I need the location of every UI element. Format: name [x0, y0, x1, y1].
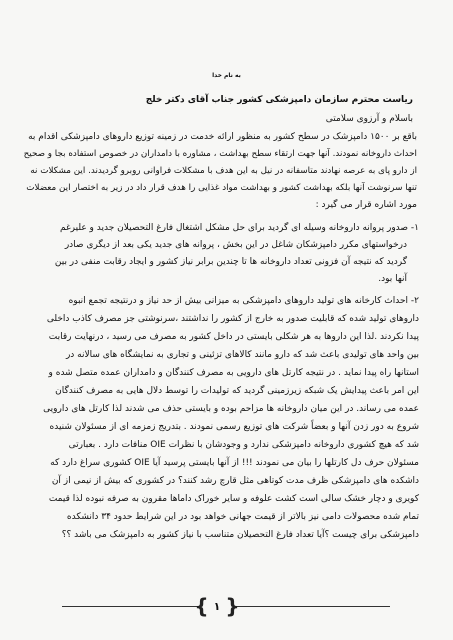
item2-line: دامپزشکی برای چیست ؟آیا تعداد فارغ التحصیلان متناسب با نیاز کشور به دامپزشک می باشد ؟؟ [61, 530, 419, 540]
item2-line: ۲- احداث کارخانه های تولید داروهای دامپزشکی به میزانی بیش از حد نیاز و درنتیجه تجمع انبوه [68, 296, 419, 306]
item2-line: مسئولان حرف دل کارتلها را بیان می نمودند !!! از آنها بایستی پرسید آیا OIE کشوری سراغ دارد که [50, 458, 419, 468]
item1-line: ۱- صدور پروانه داروخانه وسیله ای گردید برای حل مشکل اشتغال فارغ التحصیلان جدید و علیرغم [59, 223, 419, 233]
item2-line: عمده می رساند. در این میان داروخانه ها مزاحم بوده و بایستی حذف می شدند لذا کارتل های دارویی [43, 404, 419, 414]
intro-line: احداث داروخانه نمودند. آنها جهت ارتقاء سطح بهداشت ، مشاوره با دامداران در خصوص استفاده بجا و صحیح [23, 149, 417, 159]
item2-line: تمام شده محصولات دامی نیز بالاتر از قیمت جهانی خواهد بود در این شرایط حدود ۳۴ دانشکده [66, 512, 419, 522]
right-brace-icon: } [225, 594, 240, 618]
item2-line: استانها راه پیدا نماید . در نتیجه کارتل های دارویی به مصرف کنندگان و دامداران عمده متصل شده و [48, 368, 419, 378]
left-brace-icon: { [194, 594, 209, 618]
item1-line: درخواستهای مکرر دامپزشکان شاغل در این بخش ، پروانه های جدید یکی بعد از دیگری صادر [64, 240, 407, 250]
item2-line: داشکده های دامپزشکی ظرف مدت کوتاهی مثل قارچ رشد کنند؟ در کشوری که بیش از نیمی از آن [51, 476, 419, 486]
item2-line: داروهای تولید شده که قابلیت صدور به خارج از کشور را نداشتند ،سرنوشتی جز مصرف کاذب داخلی [46, 314, 419, 324]
item1-line: گردید که نتیجه آن فزونی تعداد داروخانه ها تا چندین برابر نیاز کشور و ایجاد رقابت منفی در بین [54, 257, 407, 267]
item1-line: آنها بود. [378, 274, 407, 284]
item2-line: این امر باعث پیدایش یک شبکه زیرزمینی گردید که تولیدات را توسط دلال هایی به مصرف کنندگان [55, 386, 419, 396]
item2-line: بین واحد های تولیدی باعث شد که دارو مانند کالاهای تزئینی و تجاری به نمایشگاه های سالانه در [65, 350, 419, 360]
item2-line: پیدا نکردند .لذا این داروها به هر شکلی بایستی در داخل کشور به مصرف می رسید ، درنهایت رقابت [48, 332, 419, 342]
intro-line: باقع بر ۱۵۰۰ دامپزشک در سطح کشور به منظور ارائه خدمت در زمینه توزیع داروهای دامپزشکی اقدام به [28, 132, 417, 142]
page-number: ۱ [213, 599, 221, 613]
intro-line: مورد اشاره قرار می گیرد : [315, 200, 417, 210]
bismillah-heading: به نام خدا [212, 72, 241, 79]
greeting-line: باسلام و آرزوی سلامتی [325, 114, 413, 124]
page-number-box [194, 594, 240, 618]
addressee-line: ریاست محترم سازمان دامپزشکی کشور جناب آقای دکتر خلج [145, 95, 413, 105]
intro-line: تنها سرنوشت آنها بلکه بهداشت کشور و بهداشت مواد غذایی را هدف قرار داد در زیر به اختصار این معضلات [26, 183, 417, 193]
item2-line: شروع به دور زدن آنها و بعضاً شرکت های توزیع رسمی نمودند . بتدریج زمزمه ای از مسئولان شنیده [49, 422, 419, 432]
intro-line: از دارو پای به عرصه نهادند متاسفانه در نیل به این هدف با مشکلات فراوانی روبرو گردیدند. این مشکلات نه [30, 166, 417, 176]
item2-line: کویری و دچار خشک سالی است کشت علوفه و سایر خوراک داماها مقرون به صرفه نبوده لذا قیمت [48, 494, 419, 504]
item2-line: شد که هیچ کشوری داروخانه دامپزشکی ندارد و وجودشان با نظرات OIE منافات دارد . بعبارتی [68, 440, 419, 450]
